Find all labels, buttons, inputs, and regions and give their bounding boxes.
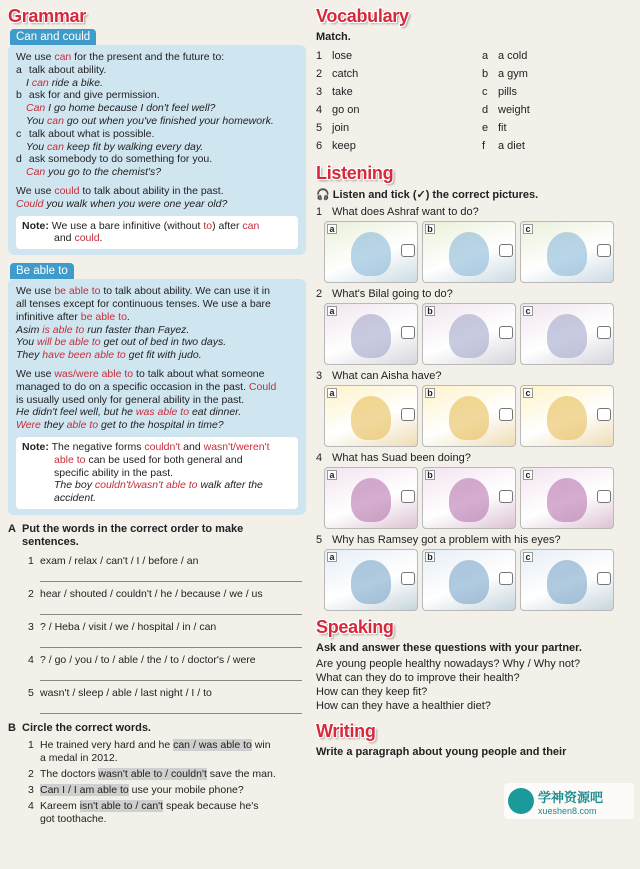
- exA-item-2: 2 hear / shouted / couldn't / he / because / we / us: [28, 587, 263, 600]
- picture-option: [520, 549, 614, 611]
- picture-row: [324, 549, 634, 611]
- writing-instruction: Write a paragraph about young people and their: [316, 746, 567, 758]
- can-intro: We use can for the present and the future to:: [16, 51, 225, 63]
- can-could-note: Note: We use a bare infinitive (without to) after can and could.: [16, 216, 298, 250]
- picture-label: a: [327, 388, 337, 398]
- illustration-icon: [449, 478, 489, 522]
- speaking-questions: [316, 657, 634, 713]
- tick-checkbox[interactable]: [499, 490, 513, 503]
- match-row: 6 keep f a diet: [316, 140, 525, 152]
- question-text: 5 Why has Ramsey got a problem with his eyes?: [316, 534, 561, 546]
- picture-row: [324, 303, 634, 365]
- could-line: We use could to talk about ability in the past.: [16, 184, 224, 197]
- picture-option: [324, 467, 418, 529]
- be-able-p2: We use was/were able to to talk about what someone managed to do on a specific occasion in the past. Could is usually used only for general ability in the past.: [16, 367, 277, 406]
- tick-checkbox[interactable]: [597, 572, 611, 585]
- picture-label: c: [523, 224, 533, 234]
- picture-label: c: [523, 306, 533, 316]
- match-list: [316, 47, 634, 155]
- vocabulary-title: Vocabulary: [316, 6, 409, 26]
- speaking-question: Are young people healthy nowadays? Why / Why not?: [316, 658, 581, 670]
- picture-option: [520, 385, 614, 447]
- picture-option: [324, 385, 418, 447]
- illustration-icon: [449, 560, 489, 604]
- picture-label: b: [425, 388, 435, 398]
- illustration-icon: [351, 478, 391, 522]
- speaking-title: Speaking: [316, 617, 394, 637]
- watermark-text: 学神资源吧: [538, 789, 604, 805]
- tick-checkbox[interactable]: [401, 408, 415, 421]
- exB-item-3: 3 Can I / I am able to use your mobile phone?: [28, 783, 244, 796]
- illustration-icon: [449, 232, 489, 276]
- question-text: 3 What can Aisha have?: [316, 370, 442, 382]
- exB-choice-2[interactable]: wasn't able to / couldn't: [98, 767, 207, 780]
- tick-checkbox[interactable]: [597, 326, 611, 339]
- illustration-icon: [547, 396, 587, 440]
- can-item-b: b ask for and give permission.: [16, 89, 160, 102]
- picture-label: a: [327, 470, 337, 480]
- picture-row: [324, 385, 634, 447]
- match-row: 3 take c pills: [316, 86, 517, 98]
- be-able-section: [8, 263, 306, 515]
- tick-checkbox[interactable]: [597, 244, 611, 257]
- exercise-a: [8, 523, 306, 714]
- tick-checkbox[interactable]: [401, 244, 415, 257]
- exB-item-4: 4 Kareem isn't able to / can't speak because he's got toothache.: [28, 799, 259, 825]
- exercise-b-title: B Circle the correct words.: [8, 721, 151, 734]
- tick-checkbox[interactable]: [597, 408, 611, 421]
- picture-option: [422, 303, 516, 365]
- picture-label: b: [425, 306, 435, 316]
- listening-question: [316, 288, 634, 365]
- be-able-ex2: He didn't feel well, but he was able to eat dinner. Were they able to get to the hospital in time?: [16, 406, 242, 432]
- tick-checkbox[interactable]: [499, 408, 513, 421]
- can-ex-b1: Can I go home because I don't feel well?: [26, 102, 216, 115]
- question-text: 1 What does Ashraf want to do?: [316, 206, 479, 218]
- illustration-icon: [547, 314, 587, 358]
- illustration-icon: [449, 314, 489, 358]
- can-ex-b2: You can go out when you've finished your homework.: [26, 114, 274, 127]
- listening-question: [316, 370, 634, 447]
- picture-label: c: [523, 388, 533, 398]
- be-able-tab: Be able to: [10, 263, 74, 279]
- listening-title: Listening: [316, 163, 394, 183]
- picture-option: [324, 303, 418, 365]
- question-text: 4 What has Suad been doing?: [316, 452, 471, 464]
- can-item-d: d ask somebody to do something for you.: [16, 153, 213, 166]
- picture-option: [520, 221, 614, 283]
- grammar-title: Grammar: [8, 6, 86, 26]
- illustration-icon: [547, 560, 587, 604]
- picture-option: [422, 467, 516, 529]
- picture-label: b: [425, 224, 435, 234]
- can-ex-d: Can you go to the chemist's?: [26, 166, 162, 179]
- picture-option: [422, 549, 516, 611]
- watermark-logo-icon: [508, 788, 534, 814]
- tick-checkbox[interactable]: [499, 326, 513, 339]
- picture-option: [520, 467, 614, 529]
- can-could-section: [8, 29, 306, 255]
- exB-choice-1[interactable]: can / was able to: [173, 738, 252, 751]
- headphones-icon: 🎧: [316, 189, 330, 201]
- picture-option: [422, 221, 516, 283]
- picture-option: [520, 303, 614, 365]
- picture-label: b: [425, 552, 435, 562]
- be-able-box: [8, 279, 306, 515]
- can-ex-a: I can ride a bike.: [26, 76, 104, 89]
- could-example: Could you walk when you were one year old?: [16, 197, 228, 210]
- picture-label: c: [523, 552, 533, 562]
- illustration-icon: [351, 314, 391, 358]
- exB-choice-4[interactable]: isn't able to / can't: [79, 799, 164, 812]
- left-column: [8, 6, 306, 826]
- tick-checkbox[interactable]: [401, 572, 415, 585]
- picture-option: [422, 385, 516, 447]
- exercise-b: [8, 722, 306, 826]
- exB-choice-3[interactable]: Can I / I am able to: [40, 783, 129, 796]
- picture-row: [324, 467, 634, 529]
- be-able-ex1: Asim is able to run faster than Fayez. You will be able to get out of bed in two days. They have been able to get fit with judo.: [16, 323, 227, 362]
- can-item-a: a talk about ability.: [16, 63, 107, 76]
- exA-answer-1[interactable]: [40, 568, 302, 582]
- exA-item-4: 4 ? / go / you / to / able / the / to / doctor's / were: [28, 653, 256, 666]
- tick-checkbox[interactable]: [401, 326, 415, 339]
- can-ex-c: You can keep fit by walking every day.: [26, 140, 204, 153]
- illustration-icon: [547, 478, 587, 522]
- exA-answer-3[interactable]: [40, 634, 302, 648]
- illustration-icon: [351, 560, 391, 604]
- exA-answer-4[interactable]: [40, 667, 302, 681]
- illustration-icon: [449, 396, 489, 440]
- exA-answer-5[interactable]: [40, 700, 302, 714]
- can-item-c: c talk about what is possible.: [16, 127, 155, 140]
- match-row: 5 join e fit: [316, 122, 507, 134]
- can-could-tab: Can and could: [10, 29, 96, 45]
- watermark-url: xueshen8.com: [538, 805, 597, 816]
- question-text: 2 What's Bilal going to do?: [316, 288, 453, 300]
- exA-item-3: 3 ? / Heba / visit / we / hospital / in / can: [28, 620, 217, 633]
- picture-option: [324, 221, 418, 283]
- picture-label: c: [523, 470, 533, 480]
- illustration-icon: [351, 396, 391, 440]
- exB-item-1: 1 He trained very hard and he can / was able to win a medal in 2012.: [28, 738, 271, 764]
- be-able-note: Note: The negative forms couldn't and wasn't/weren't able to can be used for both general and specific ability in the past. The boy couldn't/wasn't able to walk after the accident.: [16, 437, 298, 509]
- listening-question: [316, 534, 634, 611]
- picture-label: a: [327, 306, 337, 316]
- speaking-instruction: Ask and answer these questions with your partner.: [316, 642, 582, 654]
- exB-item-2: 2 The doctors wasn't able to / couldn't save the man.: [28, 767, 276, 780]
- speaking-question: What can they do to improve their health?: [316, 672, 520, 684]
- tick-checkbox[interactable]: [401, 490, 415, 503]
- right-column: [316, 6, 634, 758]
- speaking-question: How can they keep fit?: [316, 686, 428, 698]
- tick-checkbox[interactable]: [499, 572, 513, 585]
- picture-label: a: [327, 552, 337, 562]
- watermark: [504, 783, 634, 819]
- be-able-p1: We use be able to to talk about ability. We can use it in all tenses except for continuous tenses. We use a bare infinitive after be able to.: [16, 285, 271, 323]
- listening-question: [316, 452, 634, 529]
- writing-title: Writing: [316, 721, 376, 741]
- illustration-icon: [547, 232, 587, 276]
- vocab-instruction: Match.: [316, 31, 351, 43]
- illustration-icon: [351, 232, 391, 276]
- listening-questions: [316, 206, 634, 611]
- exA-answer-2[interactable]: [40, 601, 302, 615]
- tick-checkbox[interactable]: [499, 244, 513, 257]
- match-row: 4 go on d weight: [316, 104, 530, 116]
- match-row: 1 lose a a cold: [316, 50, 528, 62]
- listening-question: [316, 206, 634, 283]
- match-row: 2 catch b a gym: [316, 68, 528, 80]
- picture-row: [324, 221, 634, 283]
- picture-label: a: [327, 224, 337, 234]
- picture-label: b: [425, 470, 435, 480]
- exA-item-1: 1 exam / relax / can't / I / before / an: [28, 554, 199, 567]
- exA-item-5: 5 wasn't / sleep / able / last night / I / to: [28, 686, 212, 699]
- listening-instruction: 🎧 Listen and tick (✓) the correct pictures.: [316, 189, 539, 201]
- speaking-question: How can they have a healthier diet?: [316, 700, 491, 712]
- can-could-box: [8, 45, 306, 255]
- picture-option: [324, 549, 418, 611]
- exercise-a-title: A Put the words in the correct order to make sentences.: [8, 522, 244, 548]
- tick-checkbox[interactable]: [597, 490, 611, 503]
